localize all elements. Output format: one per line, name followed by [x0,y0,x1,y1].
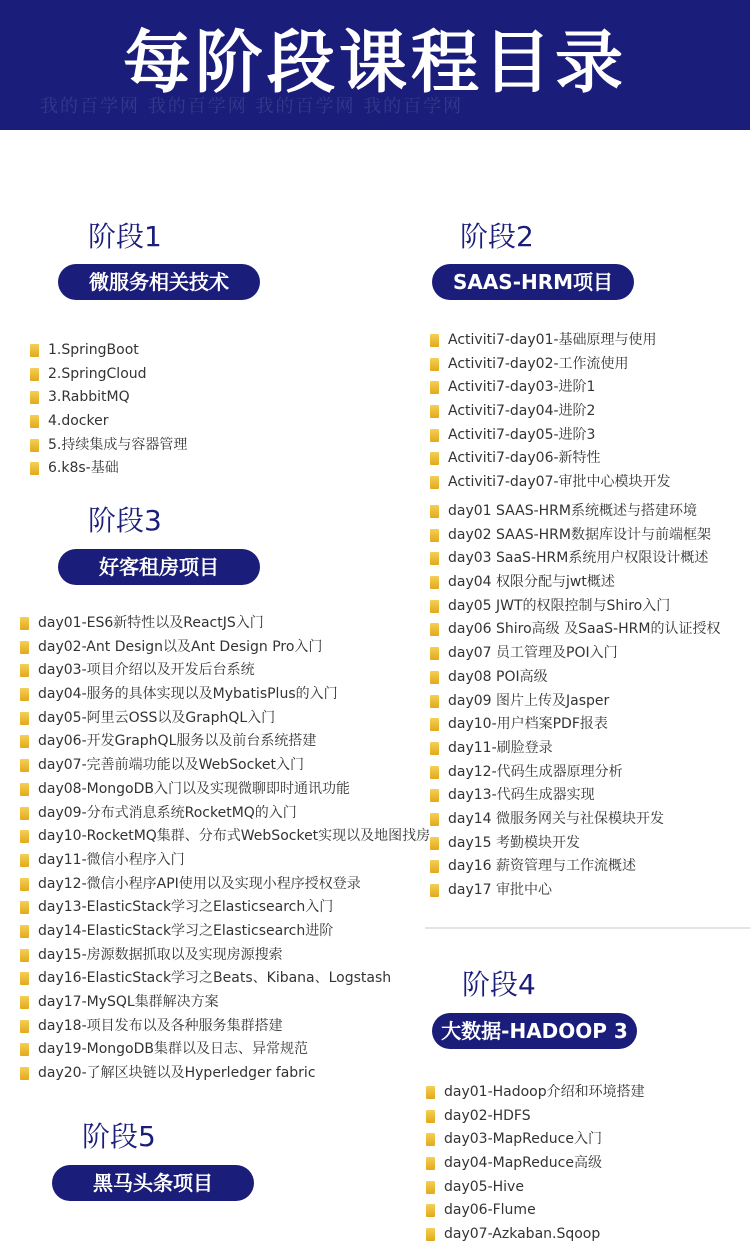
list-item-text: Activiti7-day07-审批中心模块开发 [448,474,671,491]
list-item [424,1199,645,1223]
folder-icon [20,1043,29,1056]
list-item [428,784,720,808]
folder-icon [430,334,439,347]
list-item [424,1105,645,1129]
folder-icon [430,647,439,660]
list-item [18,778,430,802]
folder-icon [20,735,29,748]
list-item [28,434,187,458]
folder-icon [426,1204,435,1217]
folder-icon [430,381,439,394]
folder-icon [430,837,439,850]
page-title: 每阶段课程目录 [122,24,627,103]
list-item [428,376,671,400]
list-item-text: day03 SaaS-HRM系统用户权限设计概述 [448,550,709,567]
list-item-text: day02-HDFS [444,1107,531,1124]
folder-icon [30,415,39,428]
header-banner [0,0,750,130]
list-item-text: day01-ES6新特性以及ReactJS入门 [38,615,264,631]
list-item-text: day04-MapReduce高级 [444,1155,602,1172]
list-item-text: day06-Flume [444,1202,536,1219]
list-item-text: day16-ElasticStack学习之Beats、Kibana、Logstash [38,970,392,987]
folder-icon [20,949,29,962]
list-item [18,802,430,826]
folder-icon [430,429,439,442]
list-item [18,1062,430,1086]
stage-1-list [28,339,187,481]
list-item [428,808,720,832]
header-watermark: 我的百学网 我的百学网 我的百学网 我的百学网 [40,96,464,117]
stage-3-label: 阶段3 [88,504,162,537]
list-item-text: day14-ElasticStack学习之Elasticsearch进阶 [38,922,334,939]
list-item [18,967,430,991]
list-item-text: day05-Hive [444,1178,524,1195]
folder-icon [20,901,29,914]
folder-icon [30,391,39,404]
list-item-text: 2.SpringCloud [48,365,147,382]
folder-icon [430,600,439,613]
list-item-text: day16 薪资管理与工作流概述 [448,858,637,875]
folder-icon [430,671,439,684]
list-item [428,424,671,448]
list-item [428,353,671,377]
list-item-text: day03-项目介绍以及开发后台系统 [38,662,255,679]
list-item-text: day12-微信小程序API使用以及实现小程序授权登录 [38,875,361,892]
list-item [428,447,671,471]
list-item-text: day18-项目发布以及各种服务集群搭建 [38,1017,283,1034]
list-item [18,1038,430,1062]
folder-icon [20,972,29,985]
list-item-text: day07-Azkaban.Sqoop [444,1226,601,1243]
stage-5-pill: 黑马头条项目 [52,1165,254,1201]
list-item [428,832,720,856]
folder-icon [430,476,439,489]
list-item-text: day06 Shiro高级 及SaaS-HRM的认证授权 [448,621,721,638]
list-item-text: day04 权限分配与jwt概述 [448,574,615,591]
list-item-text: day20-了解区块链以及Hyperledger fabric [38,1065,316,1082]
folder-icon [20,783,29,796]
list-item-text: 4.docker [48,413,109,430]
folder-icon [20,807,29,820]
list-item [28,457,187,481]
list-item [424,1152,645,1176]
list-item-text: day07 员工管理及POI入门 [448,645,618,662]
list-item [18,636,430,660]
folder-icon [430,576,439,589]
list-item [18,612,430,636]
stage-2-label: 阶段2 [460,220,534,253]
folder-icon [20,854,29,867]
list-item [428,500,720,524]
list-item-text: day07-完善前端功能以及WebSocket入门 [38,757,304,774]
list-item [18,730,430,754]
folder-icon [430,358,439,371]
folder-icon [430,766,439,779]
list-item [424,1128,645,1152]
list-item [428,855,720,879]
folder-icon [426,1181,435,1194]
list-item-text: day08 POI高级 [448,668,548,685]
stage-2-list-activiti [428,329,671,495]
list-item-text: day14 微服务网关与社保模块开发 [448,810,665,827]
list-item-text: day06-开发GraphQL服务以及前台系统搭建 [38,733,317,750]
list-item-text: Activiti7-day02-工作流使用 [448,355,629,372]
folder-icon [20,617,29,630]
folder-icon [430,695,439,708]
list-item [18,683,430,707]
folder-icon [20,1020,29,1033]
list-item [428,737,720,761]
folder-icon [30,344,39,357]
list-item-text: day11-微信小程序入门 [38,851,185,868]
list-item [424,1081,645,1105]
list-item-text: day19-MongoDB集群以及日志、异常规范 [38,1041,308,1058]
list-item [428,595,720,619]
list-item-text: 3.RabbitMQ [48,389,130,406]
stage-1-label: 阶段1 [88,220,162,253]
divider [425,927,750,929]
folder-icon [30,368,39,381]
list-item-text: day17 审批中心 [448,882,553,898]
stage-3-list [18,612,430,1086]
list-item-text: day03-MapReduce入门 [444,1131,602,1148]
list-item [428,618,720,642]
folder-icon [430,405,439,418]
list-item [18,825,430,849]
folder-icon [430,813,439,826]
list-item [428,524,720,548]
folder-icon [430,552,439,565]
stage-3-pill: 好客租房项目 [58,549,260,585]
folder-icon [430,789,439,802]
list-item-text: 6.k8s-基础 [48,460,119,477]
list-item-text: day13-代码生成器实现 [448,787,595,804]
list-item-text: day08-MongoDB入门以及实现微聊即时通讯功能 [38,780,350,797]
list-item-text: day04-服务的具体实现以及MybatisPlus的入门 [38,686,338,703]
list-item [18,873,430,897]
list-item [28,363,187,387]
list-item [28,386,187,410]
list-item [18,707,430,731]
list-item [424,1223,645,1247]
folder-icon [426,1086,435,1099]
list-item [428,471,671,495]
list-item [28,339,187,363]
stage-4-label: 阶段4 [462,968,536,1001]
folder-icon [430,718,439,731]
list-item-text: day05 JWT的权限控制与Shiro入门 [448,597,671,614]
list-item [28,410,187,434]
folder-icon [20,712,29,725]
list-item-text: Activiti7-day04-进阶2 [448,403,596,420]
list-item [18,991,430,1015]
list-item-text: 5.持续集成与容器管理 [48,436,188,453]
folder-icon [430,623,439,636]
list-item-text: day01-Hadoop介绍和环境搭建 [444,1084,645,1100]
list-item [424,1176,645,1200]
list-item-text: 1.SpringBoot [48,342,139,358]
list-item-text: Activiti7-day05-进阶3 [448,426,596,443]
list-item [428,400,671,424]
list-item-text: Activiti7-day01-基础原理与使用 [448,332,657,348]
list-item-text: day15 考勤模块开发 [448,834,581,851]
list-item-text: day01 SAAS-HRM系统概述与搭建环境 [448,503,697,519]
list-item-text: day02 SAAS-HRM数据库设计与前端框架 [448,526,711,543]
folder-icon [20,996,29,1009]
stage-5-label: 阶段5 [82,1120,156,1153]
list-item [428,690,720,714]
list-item [428,642,720,666]
list-item-text: day13-ElasticStack学习之Elasticsearch入门 [38,899,334,916]
folder-icon [20,925,29,938]
folder-icon [20,759,29,772]
list-item-text: Activiti7-day03-进阶1 [448,379,596,396]
list-item [428,666,720,690]
folder-icon [20,878,29,891]
list-item [18,920,430,944]
stage-1-pill: 微服务相关技术 [58,264,260,300]
list-item [428,547,720,571]
list-item [428,571,720,595]
list-item-text: day02-Ant Design以及Ant Design Pro入门 [38,638,323,655]
list-item-text: day17-MySQL集群解决方案 [38,994,219,1010]
stage-2-list-days [428,500,720,903]
folder-icon [426,1157,435,1170]
list-item-text: day15-房源数据抓取以及实现房源搜索 [38,946,283,963]
folder-icon [20,688,29,701]
list-item-text: day11-刷脸登录 [448,739,553,756]
stage-4-list [424,1081,645,1247]
list-item [428,713,720,737]
list-item [18,659,430,683]
folder-icon [30,462,39,475]
list-item-text: day10-用户档案PDF报表 [448,716,608,733]
folder-icon [430,505,439,518]
list-item-text: day05-阿里云OSS以及GraphQL入门 [38,709,276,726]
folder-icon [426,1110,435,1123]
folder-icon [426,1228,435,1241]
folder-icon [20,664,29,677]
list-item [18,754,430,778]
folder-icon [430,884,439,897]
folder-icon [430,452,439,465]
stage-2-pill: SAAS-HRM项目 [432,264,634,300]
list-item-text: day12-代码生成器原理分析 [448,763,623,780]
folder-icon [20,641,29,654]
list-item [18,849,430,873]
list-item-text: day09-分布式消息系统RocketMQ的入门 [38,804,297,821]
list-item [18,1015,430,1039]
folder-icon [20,1067,29,1080]
folder-icon [430,742,439,755]
list-item [428,879,720,903]
list-item-text: day10-RocketMQ集群、分布式WebSocket实现以及地图找房 [38,828,431,845]
list-item [18,896,430,920]
list-item-text: day09 图片上传及Jasper [448,692,610,709]
folder-icon [30,439,39,452]
list-item-text: Activiti7-day06-新特性 [448,450,601,467]
folder-icon [430,529,439,542]
list-item [428,329,671,353]
stage-4-pill: 大数据-HADOOP 3 [432,1013,637,1049]
list-item [18,944,430,968]
folder-icon [426,1133,435,1146]
folder-icon [430,860,439,873]
folder-icon [20,830,29,843]
list-item [428,761,720,785]
